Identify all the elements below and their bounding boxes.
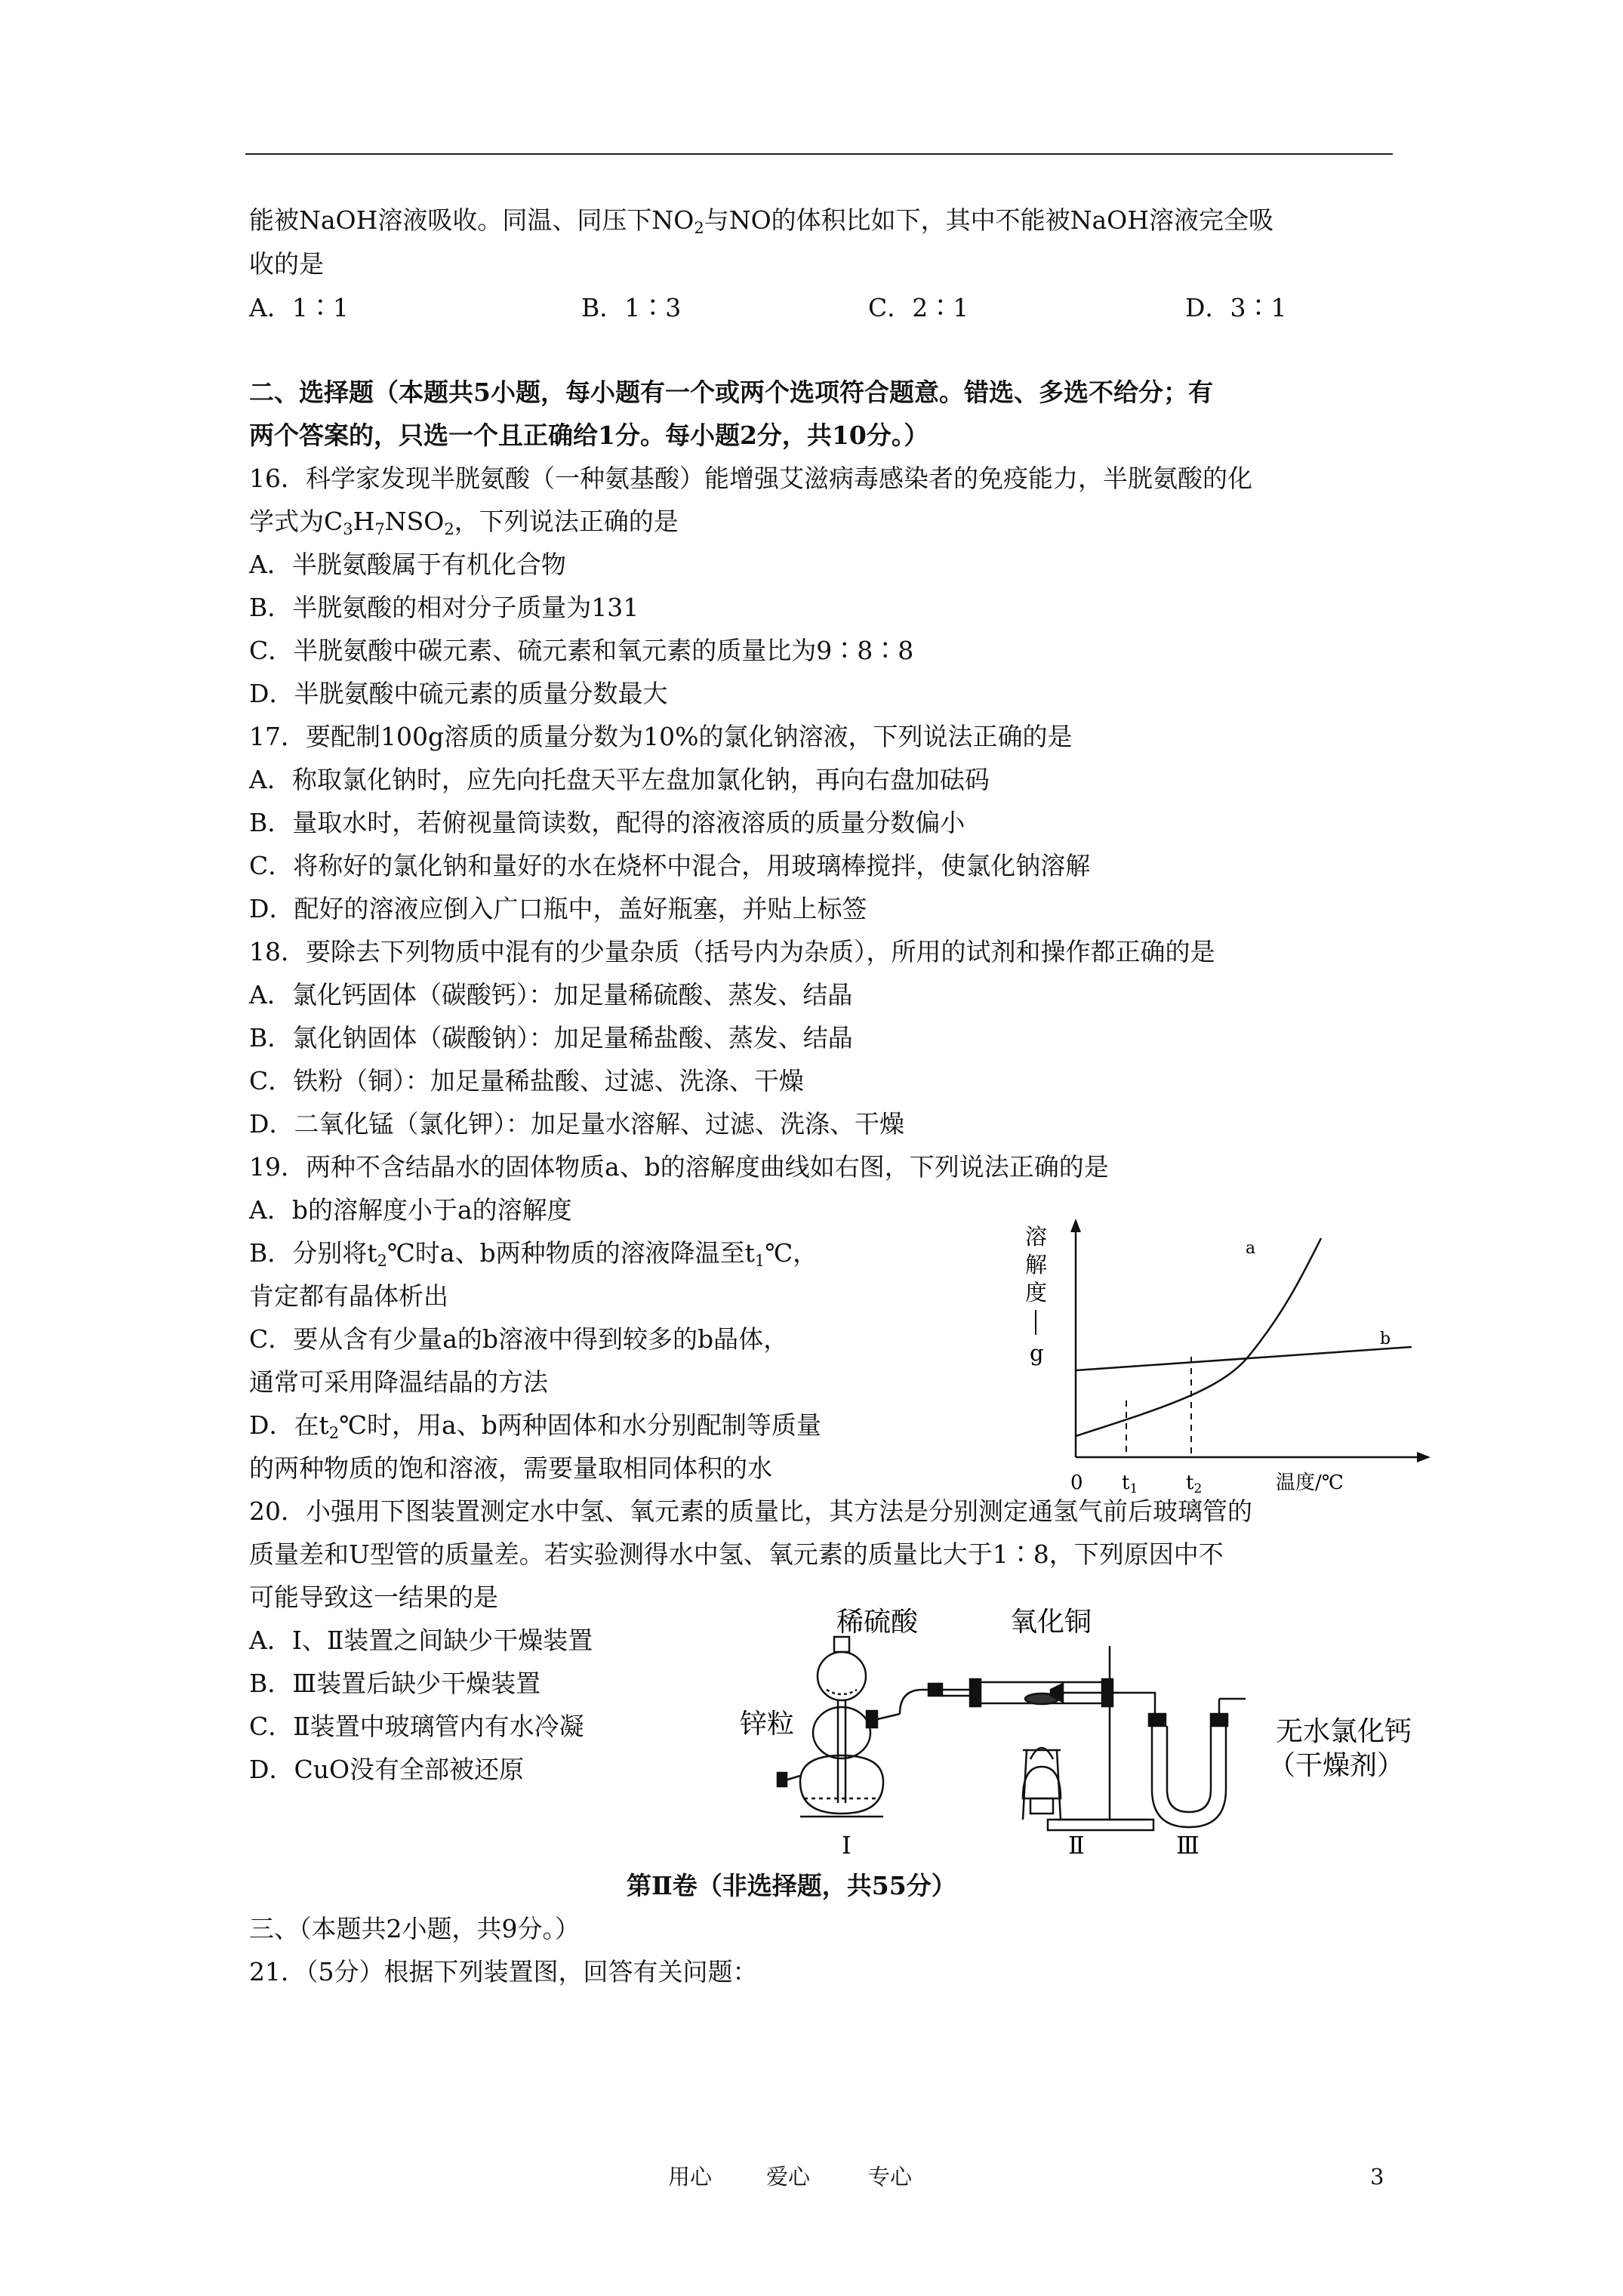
- footer-word-1: 用心: [668, 2164, 713, 2190]
- chart-xlabel: 温度/℃: [1276, 1472, 1344, 1494]
- q18-stem: 18．要除去下列物质中混有的少量杂质（括号内为杂质），所用的试剂和操作都正确的是: [249, 937, 1215, 966]
- q16-option-a: A．半胱氨酸属于有机化合物: [249, 550, 566, 579]
- q16-option-b: B．半胱氨酸的相对分子质量为131: [249, 593, 639, 622]
- q15-line-2: 收的是: [249, 249, 324, 279]
- q17-option-a: A．称取氯化钠时，应先向托盘天平左盘加氯化钠，再向右盘加砝码: [249, 765, 990, 794]
- chart-t2-label: t2: [1186, 1472, 1203, 1495]
- label-zinc-granules: 锌粒: [740, 1709, 795, 1740]
- q20-option-b: B．Ⅲ装置后缺少干燥装置: [249, 1669, 541, 1698]
- connection-tube: [900, 1684, 974, 1714]
- q18-option-a: A．氯化钙固体（碳酸钙）：加足量稀硫酸、蒸发、结晶: [249, 980, 853, 1009]
- chart-y-arrow: [1070, 1219, 1081, 1232]
- q17-option-c: C．将称好的氯化钠和量好的水在烧杯中混合，用玻璃棒搅拌，使氯化钠溶解: [249, 851, 1091, 880]
- page-number: 3: [1370, 2164, 1384, 2190]
- q20-stem-line-3: 可能导致这一结果的是: [249, 1583, 498, 1612]
- q20-option-c: C．Ⅱ装置中玻璃管内有水冷凝: [249, 1712, 584, 1741]
- chart-x-arrow: [1417, 1452, 1431, 1462]
- curve-a: [1076, 1238, 1321, 1436]
- apparatus-diagram: [725, 1601, 1449, 1865]
- q19-option-d-line-1: D．在$t_2℃$时，用a、b两种固体和水分别配制等质量: [249, 1410, 821, 1442]
- q19-option-d-line-2: 的两种物质的饱和溶液，需要量取相同体积的水: [249, 1453, 772, 1483]
- q15-option-a: A．1∶1: [249, 293, 349, 322]
- q18-option-b: B．氯化钠固体（碳酸钠）：加足量稀盐酸、蒸发、结晶: [249, 1023, 853, 1052]
- chart-ylabel-1: 溶: [1025, 1224, 1048, 1250]
- solubility-chart: [1012, 1216, 1434, 1495]
- q16-stem-line-1: 16．科学家发现半胱氨酸（一种氨基酸）能增强艾滋病毒感染者的免疫能力，半胱氨酸的化: [249, 464, 1252, 493]
- curve-a-label: a: [1246, 1239, 1256, 1258]
- q18-option-d: D．二氧化锰（氯化钾）：加足量水溶解、过滤、洗涤、干燥: [249, 1109, 904, 1139]
- chart-ylabel-4: g: [1030, 1340, 1044, 1366]
- q16-stem-line-2: 学式为$C_3H_7NSO_2$，下列说法正确的是: [249, 507, 679, 538]
- section2-heading-line-2: 两个答案的，只选一个且正确给1分。每小题2分，共10分。）: [249, 421, 929, 450]
- label-copper-oxide: 氧化铜: [1010, 1607, 1092, 1638]
- chart-ylabel-2: 解: [1025, 1252, 1048, 1277]
- q19-option-c-line-2: 通常可采用降温结晶的方法: [249, 1367, 548, 1397]
- part2-title: 第Ⅱ卷（非选择题，共55分）: [627, 1871, 956, 1900]
- footer-word-3: 专心: [868, 2164, 913, 2190]
- q20-option-a: A．Ⅰ、Ⅱ装置之间缺少干燥装置: [249, 1626, 593, 1655]
- q20-stem-line-1: 20．小强用下图装置测定水中氢、氧元素的质量比，其方法是分别测定通氢气前后玻璃管的: [249, 1496, 1252, 1526]
- curve-b: [1076, 1347, 1412, 1370]
- chart-ylabel-3: 度: [1025, 1280, 1048, 1305]
- header-rule: [245, 153, 1393, 155]
- label-desiccant: （干燥剂）: [1268, 1750, 1405, 1781]
- q19-option-b-line-1: B．分别将$t_2℃$时a、b两种物质的溶液降温至$t_1℃$，: [249, 1238, 818, 1270]
- label-apparatus-III: Ⅲ: [1176, 1831, 1200, 1860]
- q20-stem-line-2: 质量差和U型管的质量差。若实验测得水中氢、氧元素的质量比大于1∶8，下列原因中不: [249, 1539, 1224, 1569]
- q17-option-d: D．配好的溶液应倒入广口瓶中，盖好瓶塞，并贴上标签: [249, 894, 867, 923]
- label-apparatus-II: Ⅱ: [1068, 1831, 1085, 1860]
- q20-option-d: D．CuO没有全部被还原: [249, 1755, 525, 1784]
- chart-t1-label: t1: [1122, 1472, 1138, 1495]
- q19-option-a: A．b的溶解度小于a的溶解度: [249, 1195, 572, 1225]
- q15-option-c: C．2∶1: [868, 293, 969, 322]
- q16-option-d: D．半胱氨酸中硫元素的质量分数最大: [249, 679, 668, 708]
- label-apparatus-I: Ⅰ: [842, 1831, 852, 1860]
- u-tube-apparatus: [1113, 1693, 1246, 1827]
- q15-line-1: 能被NaOH溶液吸收。同温、同压下$NO_2$与NO的体积比如下，其中不能被NaOH溶液完全吸: [249, 205, 1273, 237]
- footer-word-2: 爱心: [766, 2164, 811, 2190]
- section2-heading-line-1: 二、选择题（本题共5小题，每小题有一个或两个选项符合题意。错选、多选不给分；有: [249, 378, 1213, 407]
- q21-stem: 21．（5分）根据下列装置图，回答有关问题：: [249, 1957, 758, 1986]
- heating-tube-apparatus: [970, 1646, 1153, 1830]
- chart-origin-label: 0: [1070, 1472, 1083, 1494]
- q16-option-c: C．半胱氨酸中碳元素、硫元素和氧元素的质量比为9∶8∶8: [249, 636, 914, 665]
- q19-stem: 19．两种不含结晶水的固体物质a、b的溶解度曲线如右图，下列说法正确的是: [249, 1152, 1109, 1182]
- q17-stem: 17．要配制100g溶质的质量分数为10%的氯化钠溶液，下列说法正确的是: [249, 722, 1073, 751]
- label-dilute-sulfuric-acid: 稀硫酸: [836, 1607, 919, 1638]
- label-anhydrous-cacl2: 无水氯化钙: [1276, 1716, 1412, 1747]
- q15-option-b: B．1∶3: [581, 293, 682, 322]
- q19-option-c-line-1: C．要从含有少量a的b溶液中得到较多的b晶体，: [249, 1324, 789, 1354]
- curve-b-label: b: [1380, 1330, 1391, 1348]
- q17-option-b: B．量取水时，若俯视量筒读数，配得的溶液溶质的质量分数偏小: [249, 808, 965, 837]
- q19-option-b-line-2: 肯定都有晶体析出: [249, 1281, 448, 1311]
- kipp-generator: [778, 1637, 900, 1817]
- q18-option-c: C．铁粉（铜）：加足量稀盐酸、过滤、洗涤、干燥: [249, 1066, 804, 1096]
- q15-option-d: D．3∶1: [1185, 293, 1287, 322]
- section3-heading: 三、（本题共2小题，共9分。）: [249, 1914, 580, 1943]
